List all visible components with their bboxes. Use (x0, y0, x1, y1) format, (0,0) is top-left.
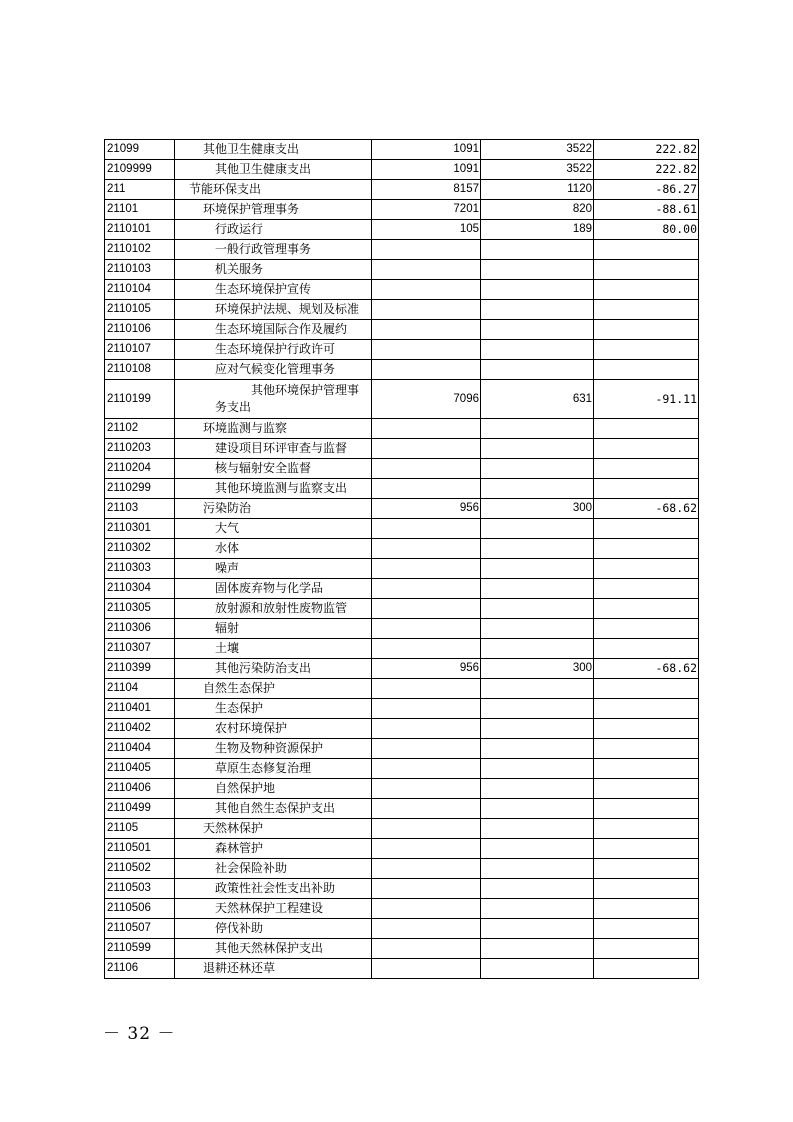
row-value-1 (372, 360, 481, 380)
row-change-pct (594, 819, 699, 839)
row-change-pct (594, 599, 699, 619)
row-code: 21101 (105, 200, 175, 220)
table-row (105, 579, 699, 599)
table-row (105, 240, 699, 260)
row-value-2 (481, 699, 594, 719)
row-change-pct (594, 919, 699, 939)
row-value-1 (372, 599, 481, 619)
row-change-pct: -68.62 (594, 499, 699, 519)
row-value-2 (481, 759, 594, 779)
row-change-pct (594, 719, 699, 739)
row-item-name: 应对气候变化管理事务 (175, 360, 372, 380)
row-code: 2110307 (105, 639, 175, 659)
row-item-name: 生态环境保护行政许可 (175, 340, 372, 360)
row-value-1 (372, 559, 481, 579)
row-code: 2110199 (105, 380, 175, 419)
row-code: 2110107 (105, 340, 175, 360)
row-item-name: 噪声 (175, 559, 372, 579)
row-code: 2110405 (105, 759, 175, 779)
row-change-pct (594, 859, 699, 879)
row-code: 2110501 (105, 839, 175, 859)
row-value-1 (372, 260, 481, 280)
row-code: 2110404 (105, 739, 175, 759)
row-value-1: 8157 (372, 180, 481, 200)
row-change-pct (594, 340, 699, 360)
table-row (105, 419, 699, 439)
row-change-pct (594, 280, 699, 300)
row-change-pct (594, 639, 699, 659)
row-item-name: 其他自然生态保护支出 (175, 799, 372, 819)
row-value-2 (481, 639, 594, 659)
row-value-2 (481, 799, 594, 819)
row-value-2 (481, 340, 594, 360)
row-code: 2110499 (105, 799, 175, 819)
row-value-2 (481, 280, 594, 300)
row-value-2: 189 (481, 220, 594, 240)
row-change-pct (594, 579, 699, 599)
row-code: 2110106 (105, 320, 175, 340)
row-change-pct (594, 839, 699, 859)
table-row (105, 479, 699, 499)
table-row (105, 799, 699, 819)
row-value-2 (481, 439, 594, 459)
table-row (105, 539, 699, 559)
row-change-pct (594, 300, 699, 320)
row-value-2 (481, 260, 594, 280)
table-row (105, 360, 699, 380)
row-value-2 (481, 479, 594, 499)
table-row (105, 899, 699, 919)
row-value-2 (481, 539, 594, 559)
table-row (105, 459, 699, 479)
row-code: 2109999 (105, 160, 175, 180)
row-code: 2110203 (105, 439, 175, 459)
row-item-name-text: 其他环境保护管理事务支出 (215, 383, 360, 414)
row-item-name: 辐射 (175, 619, 372, 639)
row-value-1 (372, 679, 481, 699)
row-value-1: 1091 (372, 140, 481, 160)
row-value-1 (372, 519, 481, 539)
table-row (105, 200, 699, 220)
row-change-pct: -68.62 (594, 659, 699, 679)
row-code: 211 (105, 180, 175, 200)
row-item-name: 核与辐射安全监督 (175, 459, 372, 479)
row-value-1 (372, 459, 481, 479)
row-change-pct: 222.82 (594, 140, 699, 160)
row-item-name: 农村环境保护 (175, 719, 372, 739)
row-value-1 (372, 759, 481, 779)
table-row (105, 859, 699, 879)
table-row (105, 759, 699, 779)
row-item-name: 环境监测与监察 (175, 419, 372, 439)
row-value-1 (372, 539, 481, 559)
table-row (105, 340, 699, 360)
row-value-1 (372, 479, 481, 499)
row-item-name: 环境保护法规、规划及标准 (175, 300, 372, 320)
row-item-name: 自然保护地 (175, 779, 372, 799)
row-item-name: 水体 (175, 539, 372, 559)
row-item-name: 其他卫生健康支出 (175, 160, 372, 180)
row-code: 2110399 (105, 659, 175, 679)
row-value-1 (372, 899, 481, 919)
row-value-2 (481, 739, 594, 759)
row-code: 2110302 (105, 539, 175, 559)
row-value-2: 3522 (481, 140, 594, 160)
row-change-pct (594, 240, 699, 260)
table-row (105, 919, 699, 939)
row-change-pct (594, 779, 699, 799)
table-row (105, 599, 699, 619)
row-item-name: 天然林保护 (175, 819, 372, 839)
row-value-1 (372, 919, 481, 939)
row-value-1 (372, 579, 481, 599)
row-code: 2110303 (105, 559, 175, 579)
row-code: 2110108 (105, 360, 175, 380)
row-value-2: 631 (481, 380, 594, 419)
row-code: 21105 (105, 819, 175, 839)
row-value-1 (372, 939, 481, 959)
row-value-1: 7201 (372, 200, 481, 220)
row-code: 2110306 (105, 619, 175, 639)
row-item-name: 大气 (175, 519, 372, 539)
row-value-2 (481, 240, 594, 260)
row-value-1: 956 (372, 659, 481, 679)
row-value-2: 1120 (481, 180, 594, 200)
row-item-name: 建设项目环评审查与监督 (175, 439, 372, 459)
row-item-name: 生态环境保护宣传 (175, 280, 372, 300)
row-code: 2110402 (105, 719, 175, 739)
row-value-1 (372, 300, 481, 320)
row-value-2 (481, 320, 594, 340)
row-value-2 (481, 839, 594, 859)
row-code: 2110204 (105, 459, 175, 479)
row-change-pct (594, 939, 699, 959)
row-change-pct: 222.82 (594, 160, 699, 180)
page-number: － 32 － (103, 1024, 176, 1044)
table-row (105, 280, 699, 300)
table-row (105, 719, 699, 739)
row-item-name: 机关服务 (175, 260, 372, 280)
row-change-pct (594, 799, 699, 819)
row-code: 2110101 (105, 220, 175, 240)
row-value-2 (481, 619, 594, 639)
row-value-1 (372, 839, 481, 859)
row-code: 2110507 (105, 919, 175, 939)
row-item-name: 其他环境监测与监察支出 (175, 479, 372, 499)
row-code: 2110299 (105, 479, 175, 499)
table-row (105, 140, 699, 160)
row-change-pct (594, 879, 699, 899)
table-row (105, 739, 699, 759)
table-row (105, 499, 699, 519)
row-value-2 (481, 300, 594, 320)
row-change-pct (594, 519, 699, 539)
row-code: 2110401 (105, 699, 175, 719)
row-value-1 (372, 439, 481, 459)
row-value-1 (372, 320, 481, 340)
row-value-2 (481, 679, 594, 699)
row-value-2 (481, 559, 594, 579)
row-item-name: 生态环境国际合作及履约 (175, 320, 372, 340)
table-row (105, 939, 699, 959)
row-item-name: 退耕还林还草 (175, 959, 372, 979)
row-change-pct (594, 419, 699, 439)
row-change-pct: -86.27 (594, 180, 699, 200)
row-change-pct (594, 699, 699, 719)
row-code: 21103 (105, 499, 175, 519)
row-value-1: 1091 (372, 160, 481, 180)
row-value-1 (372, 779, 481, 799)
row-value-1 (372, 699, 481, 719)
row-code: 2110304 (105, 579, 175, 599)
row-item-name: 其他污染防治支出 (175, 659, 372, 679)
table-row (105, 559, 699, 579)
row-code: 21104 (105, 679, 175, 699)
row-value-1: 956 (372, 499, 481, 519)
table-row (105, 679, 699, 699)
row-value-1 (372, 719, 481, 739)
row-value-1: 105 (372, 220, 481, 240)
row-code: 2110506 (105, 899, 175, 919)
row-change-pct: -91.11 (594, 380, 699, 419)
row-item-name: 自然生态保护 (175, 679, 372, 699)
row-code: 21102 (105, 419, 175, 439)
row-change-pct (594, 360, 699, 380)
table-row (105, 300, 699, 320)
row-change-pct (594, 739, 699, 759)
row-value-1 (372, 419, 481, 439)
row-value-2 (481, 599, 594, 619)
row-item-name: 放射源和放射性废物监管 (175, 599, 372, 619)
row-item-name: 生态保护 (175, 699, 372, 719)
row-value-2 (481, 899, 594, 919)
row-code: 2110599 (105, 939, 175, 959)
row-item-name: 土壤 (175, 639, 372, 659)
table-row (105, 160, 699, 180)
table-row (105, 260, 699, 280)
row-change-pct (594, 479, 699, 499)
row-value-1 (372, 859, 481, 879)
table-row (105, 959, 699, 979)
row-code: 2110502 (105, 859, 175, 879)
row-value-1 (372, 739, 481, 759)
row-value-2 (481, 360, 594, 380)
row-change-pct (594, 759, 699, 779)
row-item-name: 政策性社会性支出补助 (175, 879, 372, 899)
row-value-2: 300 (481, 659, 594, 679)
row-code: 2110305 (105, 599, 175, 619)
row-change-pct (594, 679, 699, 699)
row-value-1 (372, 639, 481, 659)
row-value-2 (481, 719, 594, 739)
row-value-2: 3522 (481, 160, 594, 180)
row-code: 2110105 (105, 300, 175, 320)
row-value-1 (372, 799, 481, 819)
row-item-name: 森林管护 (175, 839, 372, 859)
row-code: 21106 (105, 959, 175, 979)
row-value-2 (481, 939, 594, 959)
row-item-name: 其他天然林保护支出 (175, 939, 372, 959)
row-change-pct: 80.00 (594, 220, 699, 240)
row-value-1 (372, 240, 481, 260)
row-value-1 (372, 340, 481, 360)
table-row (105, 180, 699, 200)
row-value-2 (481, 859, 594, 879)
row-value-2 (481, 819, 594, 839)
row-value-2 (481, 879, 594, 899)
row-item-name: 污染防治 (175, 499, 372, 519)
row-value-2 (481, 419, 594, 439)
row-value-2 (481, 919, 594, 939)
row-value-1 (372, 280, 481, 300)
row-item-name: 社会保险补助 (175, 859, 372, 879)
table-row (105, 639, 699, 659)
table-row (105, 619, 699, 639)
table-row (105, 439, 699, 459)
row-value-2 (481, 779, 594, 799)
row-item-name: 固体废弃物与化学品 (175, 579, 372, 599)
row-item-name: 其他卫生健康支出 (175, 140, 372, 160)
table-row (105, 220, 699, 240)
row-code: 2110406 (105, 779, 175, 799)
row-value-2 (481, 459, 594, 479)
row-code: 2110104 (105, 280, 175, 300)
row-value-1 (372, 619, 481, 639)
row-code: 2110503 (105, 879, 175, 899)
row-change-pct (594, 899, 699, 919)
row-value-2: 820 (481, 200, 594, 220)
row-change-pct (594, 320, 699, 340)
row-change-pct (594, 619, 699, 639)
row-value-1 (372, 959, 481, 979)
row-code: 2110301 (105, 519, 175, 539)
row-change-pct (594, 260, 699, 280)
row-change-pct (594, 439, 699, 459)
row-value-2: 300 (481, 499, 594, 519)
row-code: 2110103 (105, 260, 175, 280)
row-value-1: 7096 (372, 380, 481, 419)
row-item-name: 节能环保支出 (175, 180, 372, 200)
row-code: 2110102 (105, 240, 175, 260)
row-item-name: 天然林保护工程建设 (175, 899, 372, 919)
row-value-2 (481, 519, 594, 539)
table-row (105, 380, 699, 419)
table-row (105, 879, 699, 899)
row-item-name: 一般行政管理事务 (175, 240, 372, 260)
row-change-pct (594, 559, 699, 579)
table-row (105, 839, 699, 859)
row-value-2 (481, 959, 594, 979)
row-value-2 (481, 579, 594, 599)
row-item-name: 行政运行 (175, 220, 372, 240)
table-row (105, 699, 699, 719)
table-row (105, 519, 699, 539)
row-value-1 (372, 819, 481, 839)
row-change-pct: -88.61 (594, 200, 699, 220)
budget-table (104, 139, 699, 979)
row-change-pct (594, 539, 699, 559)
row-item-name: 环境保护管理事务 (175, 200, 372, 220)
row-change-pct (594, 459, 699, 479)
row-value-1 (372, 879, 481, 899)
row-item-name: 停伐补助 (175, 919, 372, 939)
row-code: 21099 (105, 140, 175, 160)
row-item-name: 草原生态修复治理 (175, 759, 372, 779)
row-change-pct (594, 959, 699, 979)
table-row (105, 779, 699, 799)
table-body (105, 140, 699, 979)
table-row (105, 819, 699, 839)
table-row (105, 659, 699, 679)
table-row (105, 320, 699, 340)
row-item-name (175, 380, 372, 419)
row-item-name: 生物及物种资源保护 (175, 739, 372, 759)
